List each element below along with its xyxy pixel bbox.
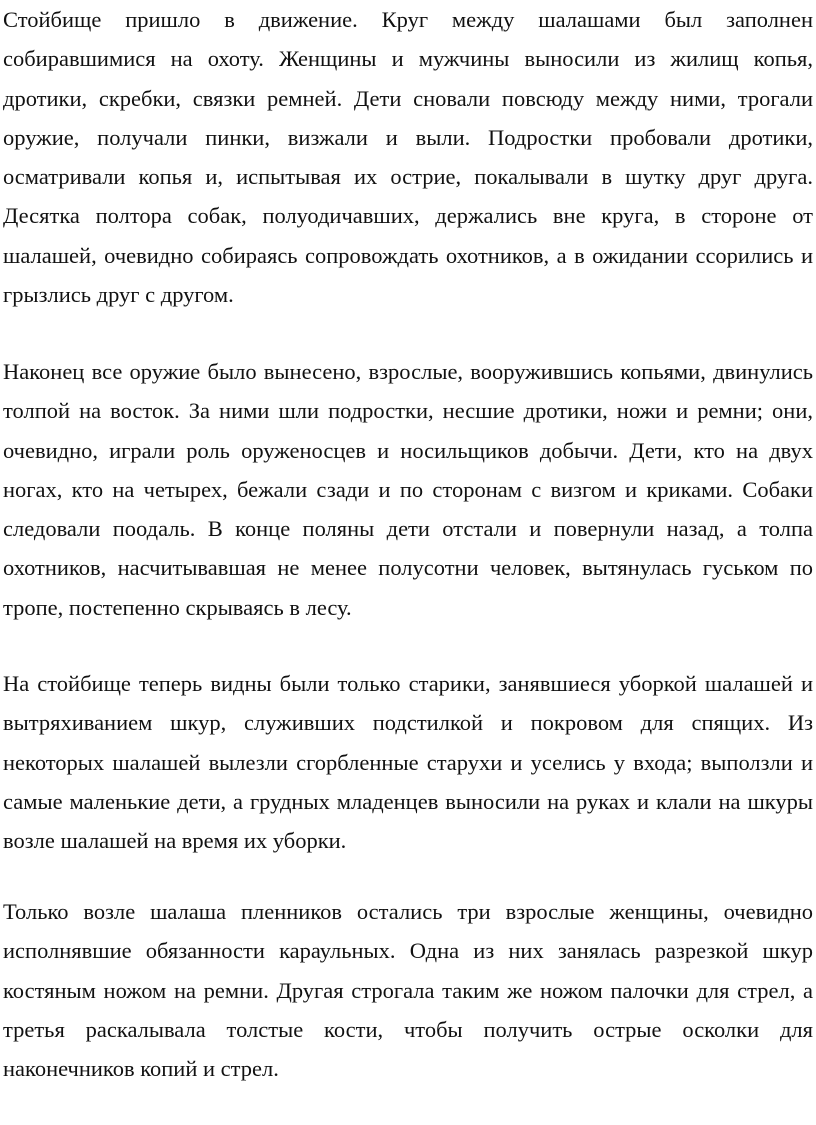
paragraph-2: Наконец все оружие было вынесено, взрослые, вооружившись копьями, двинулись толпой на восток. За ними шли подростки, несшие дротики, ножи и ремни; они, очевидно, играли роль оруженосцев и носильщиков добычи. Дети, кто на двух ногах, кто на четырех, бежали сзади и по сторонам с визгом и криками. Собаки следовали поодаль. В конце поляны дети отстали и повернули назад, а толпа охотников, насчитывавшая не менее полусотни человек, вытянулась гуськом по тропе, постепенно скрываясь в лесу. (3, 359, 813, 620)
paragraph-3: На стойбище теперь видны были только старики, занявшиеся уборкой шалашей и вытряхиванием шкур, служивших подстилкой и покровом для спящих. Из некоторых шалашей вылезли сгорбленные старухи и уселись у входа; выползли и самые маленькие дети, а грудных младенцев выносили на руках и клали на шкуры возле шалашей на время их уборки. (3, 671, 813, 854)
paragraph-4: Только возле шалаша пленников остались три взрослые женщины, очевидно исполнявшие обязанности караульных. Одна из них занялась разрезкой шкур костяным ножом на ремни. Другая строгала таким же ножом палочки для стрел, а третья раскалывала толстые кости, чтобы получить острые осколки для наконечников копий и стрел. (3, 899, 813, 1082)
paragraph-1: Стойбище пришло в движение. Круг между шалашами был заполнен собиравшимися на охоту. Женщины и мужчины выносили из жилищ копья, дротики, скребки, связки ремней. Дети сновали повсюду между ними, трогали оружие, получали пинки, визжали и выли. Подростки пробовали дротики, осматривали копья и, испытывая их острие, покалывали в шутку друг друга. Десятка полтора собак, полуодичавших, держались вне круга, в стороне от шалашей, очевидно собираясь сопровождать охотников, а в ожидании ссорились и грызлись друг с другом. (3, 7, 813, 308)
